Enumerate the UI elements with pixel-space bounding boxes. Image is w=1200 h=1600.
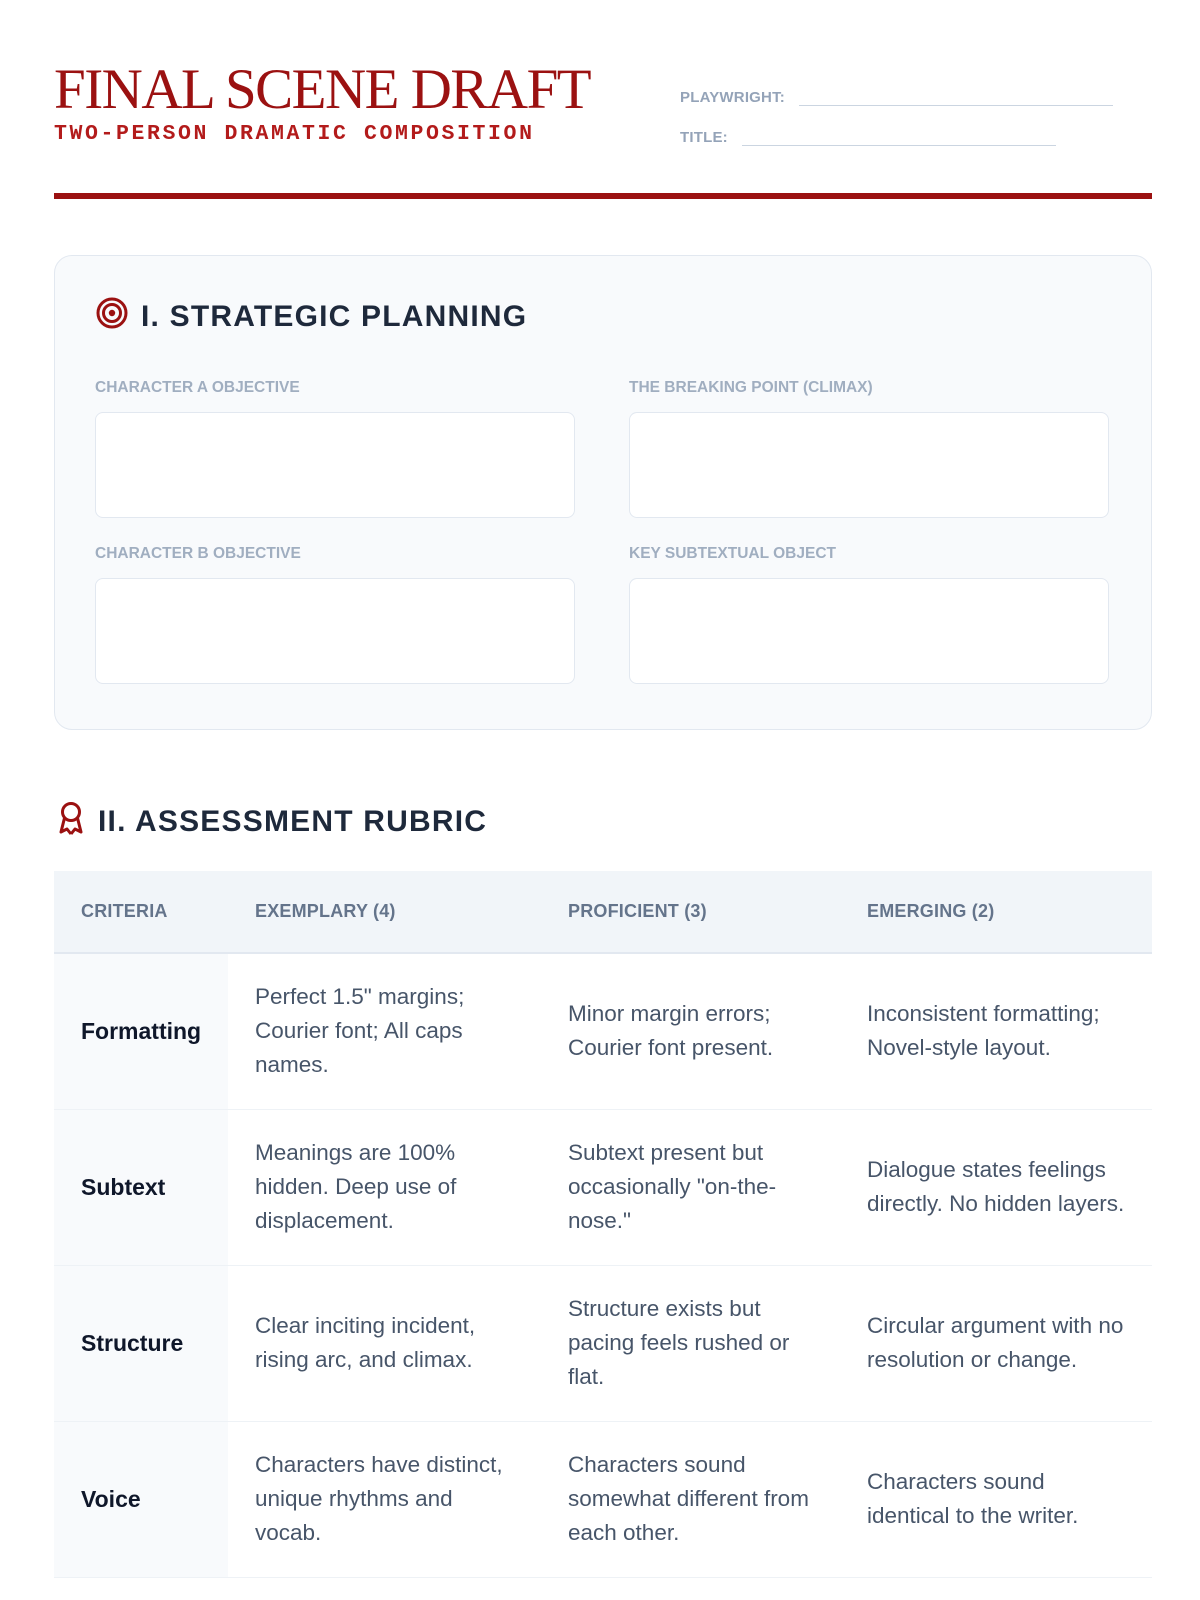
criteria-cell: Formatting — [54, 953, 228, 1109]
proficient-cell: Structure exists but pacing feels rushed or flat. — [541, 1265, 840, 1421]
breaking-point-label: THE BREAKING POINT (CLIMAX) — [629, 379, 873, 396]
emerging-cell: Dialogue states feelings directly. No hidden layers. — [840, 1109, 1152, 1265]
proficient-cell: Characters sound somewhat different from each other. — [541, 1421, 840, 1577]
proficient-cell: Subtext present but occasionally "on-the-nose." — [541, 1109, 840, 1265]
criteria-cell: Subtext — [54, 1109, 228, 1265]
character-b-objective-field[interactable] — [95, 578, 575, 684]
breaking-point-field[interactable] — [629, 412, 1109, 518]
exemplary-cell: Clear inciting incident, rising arc, and climax. — [228, 1265, 541, 1421]
header-divider — [54, 193, 1152, 199]
table-row — [54, 953, 1152, 1109]
character-a-objective-label: CHARACTER A OBJECTIVE — [95, 379, 300, 396]
proficient-cell: Minor margin errors; Courier font present. — [541, 953, 840, 1109]
emerging-cell: Inconsistent formatting; Novel-style layout. — [840, 953, 1152, 1109]
exemplary-cell: Perfect 1.5" margins; Courier font; All caps names. — [228, 953, 541, 1109]
title-field[interactable] — [742, 124, 1056, 146]
strategic-planning-heading — [95, 296, 527, 338]
table-row — [54, 1109, 1152, 1265]
key-subtextual-object-label: KEY SUBTEXTUAL OBJECT — [629, 545, 836, 562]
rubric-header-row — [54, 871, 1152, 953]
column-header-emerging: EMERGING (2) — [840, 871, 1152, 953]
table-row — [54, 1265, 1152, 1421]
character-a-objective-field[interactable] — [95, 412, 575, 518]
emerging-cell: Characters sound identical to the writer. — [840, 1421, 1152, 1577]
playwright-row — [680, 84, 1113, 106]
table-row — [54, 1421, 1152, 1577]
column-header-proficient: PROFICIENT (3) — [541, 871, 840, 953]
strategic-planning-panel — [54, 255, 1152, 730]
exemplary-cell: Meanings are 100% hidden. Deep use of displacement. — [228, 1109, 541, 1265]
criteria-cell: Voice — [54, 1421, 228, 1577]
target-icon — [95, 296, 141, 338]
emerging-cell: Circular argument with no resolution or change. — [840, 1265, 1152, 1421]
column-header-exemplary: EXEMPLARY (4) — [228, 871, 541, 953]
award-ribbon-icon — [56, 801, 98, 843]
playwright-label: PLAYWRIGHT: — [680, 89, 785, 106]
strategic-planning-title: I. STRATEGIC PLANNING — [141, 300, 528, 333]
page-subtitle: TWO-PERSON DRAMATIC COMPOSITION — [54, 122, 535, 146]
page-header — [54, 58, 1152, 202]
character-b-objective-label: CHARACTER B OBJECTIVE — [95, 545, 301, 562]
key-subtextual-object-field[interactable] — [629, 578, 1109, 684]
assessment-rubric-heading — [56, 801, 487, 843]
column-header-criteria: CRITERIA — [54, 871, 228, 953]
page-title: FINAL SCENE DRAFT — [54, 58, 591, 121]
criteria-cell: Structure — [54, 1265, 228, 1421]
exemplary-cell: Characters have distinct, unique rhythms and vocab. — [228, 1421, 541, 1577]
title-label: TITLE: — [680, 129, 728, 146]
playwright-field[interactable] — [799, 84, 1113, 106]
assessment-rubric-title: II. ASSESSMENT RUBRIC — [98, 805, 488, 838]
title-row — [680, 124, 1056, 146]
rubric-table — [54, 871, 1152, 1578]
